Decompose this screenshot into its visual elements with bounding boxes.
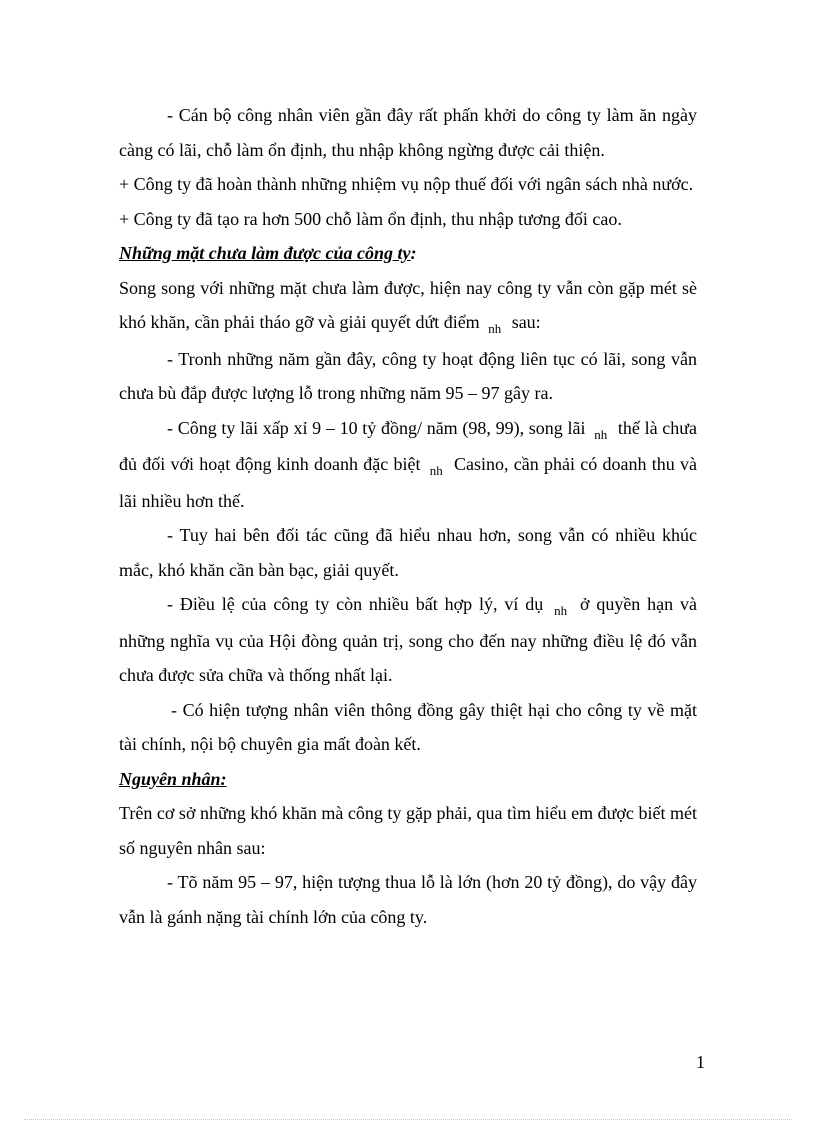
profit-text-c: Casino, cần phải có doanh thu và lãi nhiều hơn thế. xyxy=(119,454,698,511)
profit-text-a: - Công ty lãi xấp xỉ 9 – 10 tỷ đồng/ năm (98, 99), song lãi xyxy=(167,417,586,438)
difficulties-intro-fragment: nh xyxy=(488,321,502,336)
paragraph-partner-issues: - Tuy hai bên đối tác cũng đã hiểu nhau hơn, song vẫn có nhiều khúc mắc, khó khăn cần bàn bạc, giải quyết. xyxy=(119,525,697,580)
heading-causes xyxy=(119,762,697,797)
paragraph-jobs-created: + Công ty đã tạo ra hơn 500 chỗ làm ổn định, thu nhập tương đối cao. xyxy=(119,208,622,229)
profit-text-b: thế là chưa đủ đối với hoạt động kinh doanh đặc biệt xyxy=(119,417,698,474)
paragraph-tax-obligations: + Công ty đã hoàn thành những nhiệm vụ nộp thuế đối với ngân sách nhà nước. xyxy=(119,174,694,194)
paragraph-losses-not-covered: - Tronh những năm gần đây, công ty hoạt động liên tục có lãi, song vẫn chưa bù đắp được lượng lỗ trong những năm 95 – 97 gây ra. xyxy=(119,348,697,403)
paragraph-causes-intro: Trên cơ sở những khó khăn mà công ty gặp phải, qua tìm hiểu em được biết mét số nguyên nhân sau: xyxy=(119,803,697,858)
profit-fragment-2: nh xyxy=(429,463,443,478)
charter-fragment: nh xyxy=(554,603,568,618)
paragraph-charter-issues xyxy=(119,587,697,693)
profit-fragment-1: nh xyxy=(594,426,608,442)
charter-text-a: - Điều lệ của công ty còn nhiều bất hợp lý, ví dụ xyxy=(167,594,544,614)
paragraph-difficulties-intro xyxy=(119,271,697,342)
heading-causes-text: Nguyên nhân: xyxy=(119,768,227,789)
page-number: 1 xyxy=(696,1052,705,1072)
paragraph-profit-insufficient xyxy=(119,411,697,519)
paragraph-cause-losses: - Tõ năm 95 – 97, hiện tượng thua lỗ là lớn (hơn 20 tỷ đồng), do vậy đây vẫn là gánh nặng tài chính lớn của công ty. xyxy=(119,872,697,927)
page-bottom-divider xyxy=(24,1119,792,1120)
heading-shortcomings-colon: : xyxy=(410,243,417,263)
difficulties-intro-text: Song song với những mặt chưa làm được, hiện nay công ty vẫn còn gặp mét sè khó khăn, cần phải tháo gỡ và giải quyết dứt điểm xyxy=(119,277,697,332)
difficulties-intro-end: sau: xyxy=(511,312,541,332)
paragraph-staff-collusion: - Có hiện tượng nhân viên thông đồng gây thiệt hại cho công ty về mặt tài chính, nội bộ chuyên gia mất đoàn kết. xyxy=(119,699,697,754)
paragraph-staff-morale: - Cán bộ công nhân viên gần đây rất phấn khởi do công ty làm ăn ngày càng có lãi, chỗ làm ổn định, thu nhập không ngừng được cải thiện. xyxy=(119,105,697,160)
document-body xyxy=(119,98,697,934)
heading-shortcomings-text: Những mặt chưa làm được của công ty xyxy=(119,243,411,263)
charter-text-b: ở quyền hạn và những nghĩa vụ của Hội đòng quản trị, song cho đến nay những điều lệ đó vẫn chưa được sửa chữa và thống nhất lại. xyxy=(119,594,697,685)
heading-shortcomings xyxy=(119,236,697,271)
